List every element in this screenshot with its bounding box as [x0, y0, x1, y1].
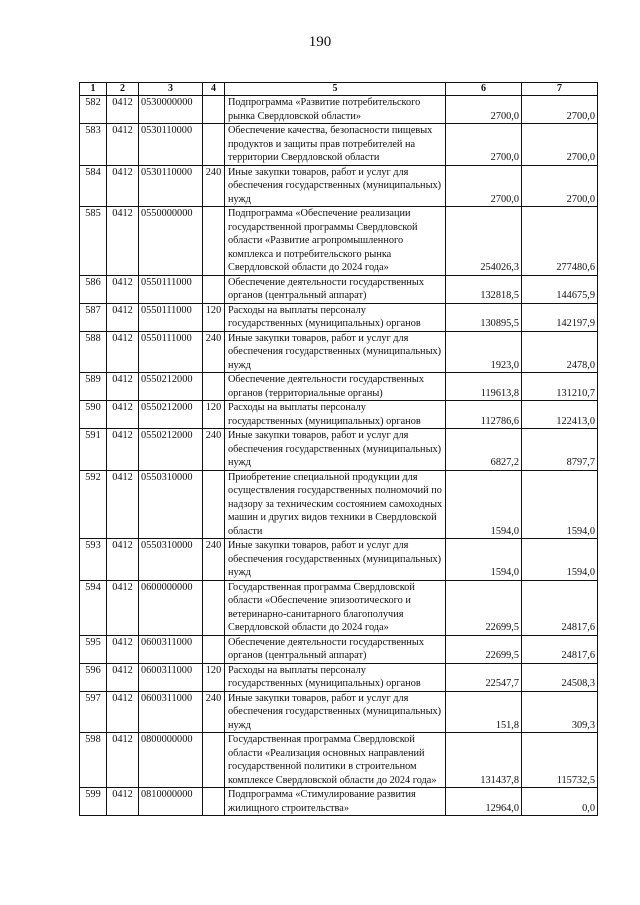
- table-row: [80, 539, 598, 581]
- target-article-code: 0550212000: [139, 401, 203, 429]
- target-article-code: 0600311000: [139, 691, 203, 733]
- section-code: 0412: [107, 470, 139, 539]
- amount-col-6: 2700,0: [446, 165, 522, 207]
- section-code: 0412: [107, 539, 139, 581]
- section-code: 0412: [107, 303, 139, 331]
- amount-col-7: 131210,7: [522, 373, 598, 401]
- row-number: 594: [80, 580, 107, 635]
- header-col-2: 2: [107, 83, 139, 96]
- page-number: 190: [308, 34, 332, 50]
- item-name: Иные закупки товаров, работ и услуг для обеспечения государственных (муниципальных) нужд: [225, 331, 446, 373]
- section-code: 0412: [107, 165, 139, 207]
- amount-col-6: 1594,0: [446, 539, 522, 581]
- amount-col-6: 1594,0: [446, 470, 522, 539]
- amount-col-6: 132818,5: [446, 275, 522, 303]
- expense-type-code: [203, 207, 225, 276]
- table-row: [80, 303, 598, 331]
- amount-col-6: 131437,8: [446, 733, 522, 788]
- table-row: [80, 691, 598, 733]
- item-name: Иные закупки товаров, работ и услуг для обеспечения государственных (муниципальных) нужд: [225, 539, 446, 581]
- header-col-4: 4: [203, 83, 225, 96]
- expense-type-code: 240: [203, 331, 225, 373]
- row-number: 596: [80, 663, 107, 691]
- table-row: [80, 401, 598, 429]
- amount-col-6: 22699,5: [446, 580, 522, 635]
- item-name: Иные закупки товаров, работ и услуг для обеспечения государственных (муниципальных) нужд: [225, 691, 446, 733]
- expense-type-code: 120: [203, 663, 225, 691]
- target-article-code: 0550111000: [139, 331, 203, 373]
- section-code: 0412: [107, 635, 139, 663]
- table-row: [80, 331, 598, 373]
- target-article-code: 0530110000: [139, 165, 203, 207]
- header-col-1: 1: [80, 83, 107, 96]
- row-number: 591: [80, 429, 107, 471]
- table-row: [80, 788, 598, 816]
- amount-col-6: 112786,6: [446, 401, 522, 429]
- expense-type-code: 240: [203, 165, 225, 207]
- amount-col-7: 142197,9: [522, 303, 598, 331]
- section-code: 0412: [107, 275, 139, 303]
- item-name: Расходы на выплаты персоналу государственных (муниципальных) органов: [225, 663, 446, 691]
- amount-col-7: 277480,6: [522, 207, 598, 276]
- amount-col-7: 8797,7: [522, 429, 598, 471]
- target-article-code: 0550000000: [139, 207, 203, 276]
- amount-col-6: 6827,2: [446, 429, 522, 471]
- target-article-code: 0800000000: [139, 733, 203, 788]
- section-code: 0412: [107, 733, 139, 788]
- amount-col-7: 2700,0: [522, 165, 598, 207]
- amount-col-7: 2478,0: [522, 331, 598, 373]
- row-number: 590: [80, 401, 107, 429]
- item-name: Подпрограмма «Развитие потребительского рынка Свердловской области»: [225, 96, 446, 124]
- header-col-5: 5: [225, 83, 446, 96]
- section-code: 0412: [107, 788, 139, 816]
- row-number: 597: [80, 691, 107, 733]
- row-number: 586: [80, 275, 107, 303]
- row-number: 589: [80, 373, 107, 401]
- item-name: Расходы на выплаты персоналу государственных (муниципальных) органов: [225, 303, 446, 331]
- amount-col-6: 22547,7: [446, 663, 522, 691]
- amount-col-7: 309,3: [522, 691, 598, 733]
- target-article-code: 0530000000: [139, 96, 203, 124]
- target-article-code: 0550111000: [139, 275, 203, 303]
- expense-type-code: [203, 124, 225, 166]
- table-row: [80, 635, 598, 663]
- expense-type-code: [203, 635, 225, 663]
- section-code: 0412: [107, 207, 139, 276]
- row-number: 582: [80, 96, 107, 124]
- row-number: 583: [80, 124, 107, 166]
- amount-col-7: 122413,0: [522, 401, 598, 429]
- section-code: 0412: [107, 96, 139, 124]
- budget-table: [79, 82, 598, 816]
- row-number: 595: [80, 635, 107, 663]
- section-code: 0412: [107, 663, 139, 691]
- item-name: Подпрограмма «Обеспечение реализации государственной программы Свердловской области «Развитие агропромышленного комплекса и потребительского рынка Свердловской области до 2024 года»: [225, 207, 446, 276]
- expense-type-code: [203, 470, 225, 539]
- expense-type-code: [203, 373, 225, 401]
- item-name: Обеспечение деятельности государственных органов (территориальные органы): [225, 373, 446, 401]
- row-number: 585: [80, 207, 107, 276]
- amount-col-6: 151,8: [446, 691, 522, 733]
- target-article-code: 0550310000: [139, 470, 203, 539]
- table-row: [80, 429, 598, 471]
- item-name: Обеспечение качества, безопасности пищевых продуктов и защиты прав потребителей на территории Свердловской области: [225, 124, 446, 166]
- section-code: 0412: [107, 691, 139, 733]
- expense-type-code: [203, 96, 225, 124]
- table-row: [80, 165, 598, 207]
- item-name: Обеспечение деятельности государственных органов (центральный аппарат): [225, 635, 446, 663]
- item-name: Приобретение специальной продукции для осуществления государственных полномочий по надзору за техническим состоянием самоходных машин и других видов техники в Свердловской области: [225, 470, 446, 539]
- item-name: Иные закупки товаров, работ и услуг для обеспечения государственных (муниципальных) нужд: [225, 165, 446, 207]
- target-article-code: 0550310000: [139, 539, 203, 581]
- amount-col-6: 12964,0: [446, 788, 522, 816]
- target-article-code: 0530110000: [139, 124, 203, 166]
- amount-col-7: 24817,6: [522, 580, 598, 635]
- table-row: [80, 580, 598, 635]
- table-row: [80, 275, 598, 303]
- target-article-code: 0550212000: [139, 373, 203, 401]
- table-row: [80, 96, 598, 124]
- expense-type-code: [203, 733, 225, 788]
- amount-col-7: 1594,0: [522, 470, 598, 539]
- table-row: [80, 207, 598, 276]
- header-col-7: 7: [522, 83, 598, 96]
- section-code: 0412: [107, 331, 139, 373]
- target-article-code: 0600311000: [139, 663, 203, 691]
- amount-col-7: 115732,5: [522, 733, 598, 788]
- target-article-code: 0550111000: [139, 303, 203, 331]
- item-name: Обеспечение деятельности государственных органов (центральный аппарат): [225, 275, 446, 303]
- amount-col-6: 1923,0: [446, 331, 522, 373]
- amount-col-7: 2700,0: [522, 124, 598, 166]
- amount-col-7: 24508,3: [522, 663, 598, 691]
- row-number: 598: [80, 733, 107, 788]
- row-number: 587: [80, 303, 107, 331]
- row-number: 593: [80, 539, 107, 581]
- header-col-3: 3: [139, 83, 203, 96]
- item-name: Иные закупки товаров, работ и услуг для обеспечения государственных (муниципальных) нужд: [225, 429, 446, 471]
- expense-type-code: 240: [203, 429, 225, 471]
- table-body: [80, 96, 598, 816]
- section-code: 0412: [107, 580, 139, 635]
- item-name: Государственная программа Свердловской области «Обеспечение эпизоотического и ветеринарно-санитарного благополучия Свердловской области до 2024 года»: [225, 580, 446, 635]
- table-row: [80, 733, 598, 788]
- table-row: [80, 470, 598, 539]
- item-name: Расходы на выплаты персоналу государственных (муниципальных) органов: [225, 401, 446, 429]
- expense-type-code: 120: [203, 303, 225, 331]
- section-code: 0412: [107, 373, 139, 401]
- row-number: 588: [80, 331, 107, 373]
- table-row: [80, 373, 598, 401]
- item-name: Государственная программа Свердловской области «Реализация основных направлений государственной политики в строительном комплексе Свердловской области до 2024 года»: [225, 733, 446, 788]
- row-number: 584: [80, 165, 107, 207]
- target-article-code: 0550212000: [139, 429, 203, 471]
- row-number: 599: [80, 788, 107, 816]
- item-name: Подпрограмма «Стимулирование развития жилищного строительства»: [225, 788, 446, 816]
- amount-col-7: 1594,0: [522, 539, 598, 581]
- header-col-6: 6: [446, 83, 522, 96]
- table-row: [80, 663, 598, 691]
- expense-type-code: [203, 580, 225, 635]
- amount-col-7: 2700,0: [522, 96, 598, 124]
- expense-type-code: 120: [203, 401, 225, 429]
- expense-type-code: [203, 788, 225, 816]
- row-number: 592: [80, 470, 107, 539]
- expense-type-code: 240: [203, 539, 225, 581]
- amount-col-7: 0,0: [522, 788, 598, 816]
- target-article-code: 0810000000: [139, 788, 203, 816]
- amount-col-6: 254026,3: [446, 207, 522, 276]
- section-code: 0412: [107, 401, 139, 429]
- section-code: 0412: [107, 124, 139, 166]
- amount-col-6: 2700,0: [446, 96, 522, 124]
- amount-col-7: 24817,6: [522, 635, 598, 663]
- target-article-code: 0600000000: [139, 580, 203, 635]
- amount-col-6: 22699,5: [446, 635, 522, 663]
- amount-col-6: 119613,8: [446, 373, 522, 401]
- amount-col-6: 130895,5: [446, 303, 522, 331]
- section-code: 0412: [107, 429, 139, 471]
- expense-type-code: [203, 275, 225, 303]
- target-article-code: 0600311000: [139, 635, 203, 663]
- table-row: [80, 124, 598, 166]
- amount-col-6: 2700,0: [446, 124, 522, 166]
- amount-col-7: 144675,9: [522, 275, 598, 303]
- header-row: [80, 83, 598, 96]
- expense-type-code: 240: [203, 691, 225, 733]
